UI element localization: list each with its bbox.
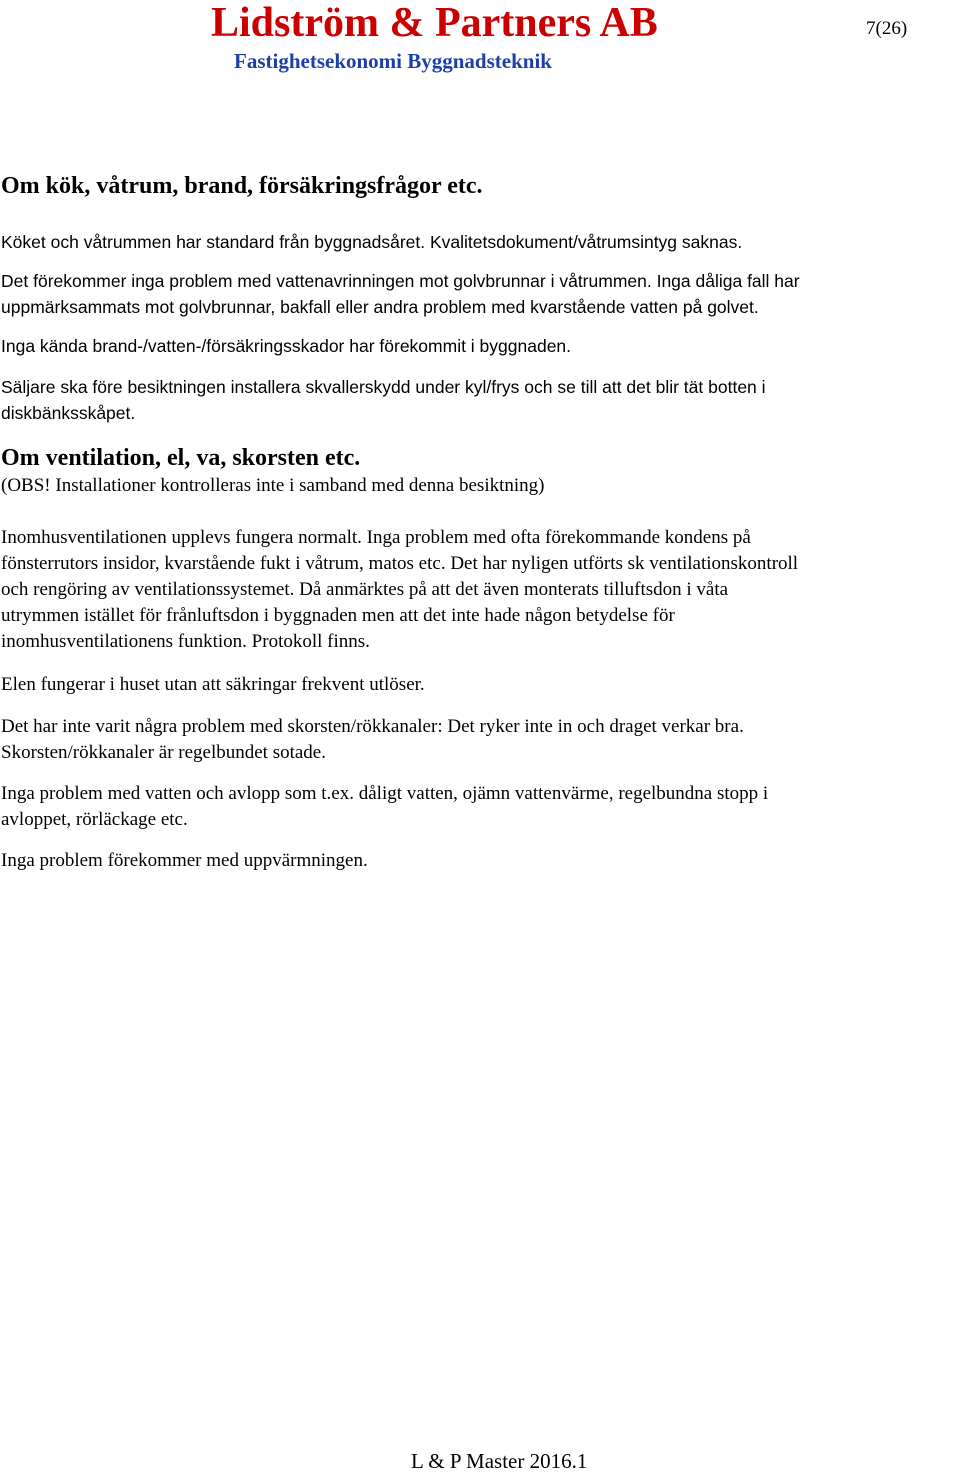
company-name: Lidström & Partners AB [211, 0, 658, 46]
paragraph-line: Det förekommer inga problem med vattenavrinningen mot golvbrunnar i våtrummen. Inga dåliga fall har [1, 271, 800, 291]
paragraph-line: Inomhusventilationen upplevs fungera normalt. Inga problem med ofta förekommande kondens på [1, 527, 751, 548]
section-heading-ventilation: Om ventilation, el, va, skorsten etc. [1, 445, 361, 471]
paragraph-electricity [1, 672, 959, 698]
paragraph-drainage [1, 268, 959, 320]
paragraph-line: diskbänksskåpet. [1, 403, 136, 423]
paragraph-line: inomhusventilationens funktion. Protokoll finns. [1, 631, 370, 652]
paragraph-line: utrymmen istället för frånluftsdon i byggnaden men att det inte hade någon betydelse för [1, 605, 675, 626]
paragraph-line: Det har inte varit några problem med skorsten/rökkanaler: Det ryker inte in och draget verkar bra. [1, 716, 744, 737]
paragraph-line: Inga kända brand-/vatten-/försäkringsskador har förekommit i byggnaden. [1, 336, 572, 356]
paragraph-line: och rengöring av ventilationssystemet. Då anmärktes på att det även monterats tilluftsdon i våta [1, 579, 729, 600]
paragraph-line: Inga problem förekommer med uppvärmningen. [1, 850, 368, 871]
page-number: 7(26) [866, 18, 908, 39]
installation-note [1, 473, 959, 499]
paragraph-seller-requirement [1, 374, 959, 426]
paragraph-water-sewage [1, 781, 959, 833]
paragraph-line: Inga problem med vatten och avlopp som t.ex. dåligt vatten, ojämn vattenvärme, regelbundna stopp i [1, 783, 769, 804]
paragraph-line: uppmärksammats mot golvbrunnar, bakfall eller andra problem med kvarstående vatten på golvet. [1, 297, 759, 317]
paragraph-line: Skorsten/rökkanaler är regelbundet sotade. [1, 742, 326, 763]
footer-version: L & P Master 2016.1 [411, 1449, 588, 1473]
paragraph-line: fönsterrutors insidor, kvarstående fukt i våtrum, matos etc. Det har nyligen utförts sk ventilationskontroll [1, 553, 799, 574]
paragraph-heating [1, 848, 959, 874]
paragraph-kitchen-standard [1, 229, 959, 255]
paragraph-chimney [1, 714, 959, 766]
paragraph-ventilation [1, 525, 959, 655]
paragraph-line: avloppet, rörläckage etc. [1, 809, 188, 830]
paragraph-line: (OBS! Installationer kontrolleras inte i samband med denna besiktning) [1, 475, 545, 496]
section-heading-kitchen-wetroom: Om kök, våtrum, brand, försäkringsfrågor etc. [1, 173, 483, 199]
company-tagline: Fastighetsekonomi Byggnadsteknik [234, 49, 552, 73]
paragraph-damages [1, 333, 959, 359]
paragraph-line: Elen fungerar i huset utan att säkringar frekvent utlöser. [1, 674, 425, 695]
paragraph-line: Köket och våtrummen har standard från byggnadsåret. Kvalitetsdokument/våtrumsintyg saknas. [1, 232, 743, 252]
paragraph-line: Säljare ska före besiktningen installera skvallerskydd under kyl/frys och se till att det blir tät botten i [1, 377, 766, 397]
